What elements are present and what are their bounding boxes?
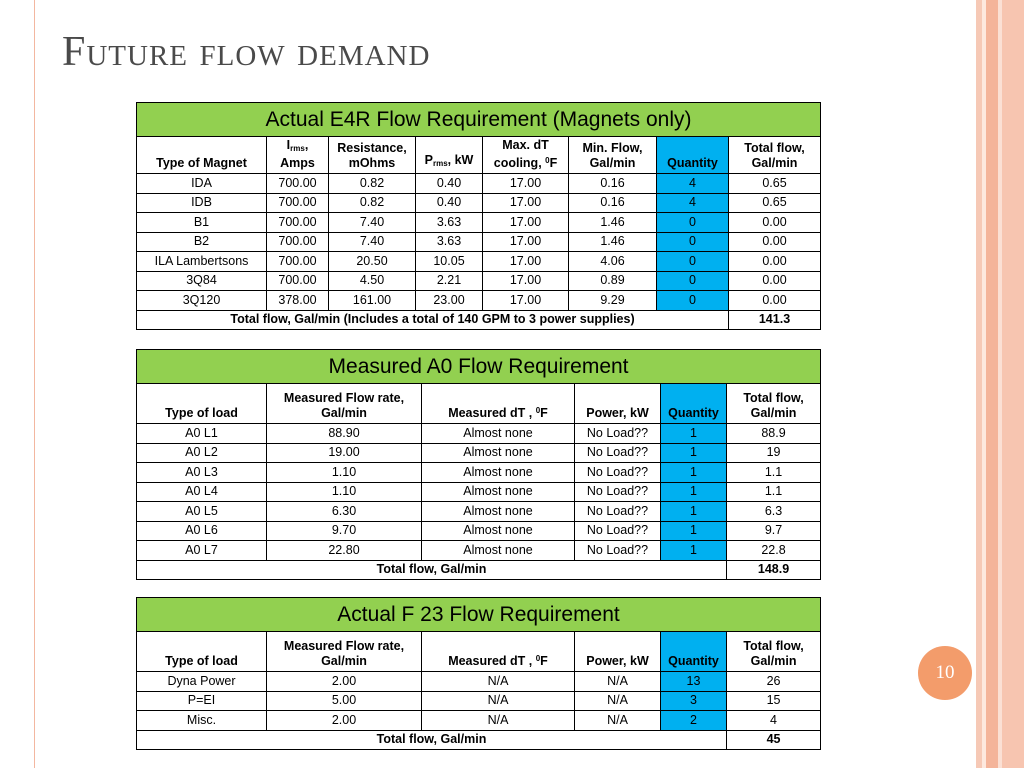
table-cell: A0 L4 [137, 482, 267, 502]
table-cell: No Load?? [575, 463, 661, 483]
table-cell: No Load?? [575, 521, 661, 541]
table-row [137, 232, 821, 252]
table-cell: 17.00 [483, 291, 569, 311]
table-cell: 10.05 [416, 252, 483, 272]
table-title: Actual E4R Flow Requirement (Magnets only) [137, 103, 821, 137]
col-header-quantity: Quantity [661, 632, 727, 672]
col-header-type: Type of load [137, 632, 267, 672]
table-header-row [137, 632, 821, 672]
table-cell: 9.70 [267, 521, 422, 541]
col-header-total-flow: Total flow, Gal/min [729, 137, 821, 174]
table-cell: 1.1 [727, 463, 821, 483]
total-label: Total flow, Gal/min [137, 730, 727, 750]
table-cell: 700.00 [267, 252, 329, 272]
col-header-measured-dt: Measured dT , $^0$F [422, 384, 575, 424]
quantity-cell: 1 [661, 424, 727, 444]
total-value: 148.9 [727, 560, 821, 580]
table-cell: Almost none [422, 463, 575, 483]
table-cell: 20.50 [329, 252, 416, 272]
table-row [137, 672, 821, 692]
quantity-cell: 0 [657, 252, 729, 272]
col-header-resistance: Resistance, mOhms [329, 137, 416, 174]
table-cell: 3.63 [416, 232, 483, 252]
table-row [137, 193, 821, 213]
total-value: 141.3 [729, 310, 821, 330]
table-title: Actual F 23 Flow Requirement [137, 598, 821, 632]
table-cell: 15 [727, 691, 821, 711]
table-row [137, 691, 821, 711]
table-cell: 26 [727, 672, 821, 692]
table-cell: 0.82 [329, 193, 416, 213]
table-cell: P=EI [137, 691, 267, 711]
table-cell: 0.40 [416, 174, 483, 194]
table-cell: N/A [575, 691, 661, 711]
col-header-total-flow: Total flow, Gal/min [727, 632, 821, 672]
table-cell: 700.00 [267, 213, 329, 233]
quantity-cell: 1 [661, 541, 727, 561]
table-cell: 3.63 [416, 213, 483, 233]
table-cell: No Load?? [575, 443, 661, 463]
decorative-edge-stripes [976, 0, 1024, 768]
table-cell: 0.40 [416, 193, 483, 213]
quantity-cell: 0 [657, 291, 729, 311]
table-cell: 1.46 [569, 213, 657, 233]
table-cell: 0.65 [729, 174, 821, 194]
col-header-quantity: Quantity [657, 137, 729, 174]
table-cell: A0 L5 [137, 502, 267, 522]
table-cell: 1.46 [569, 232, 657, 252]
table-cell: 0.00 [729, 213, 821, 233]
table-row [137, 482, 821, 502]
table-cell: B2 [137, 232, 267, 252]
table-cell: 17.00 [483, 193, 569, 213]
col-header-total-flow: Total flow, Gal/min [727, 384, 821, 424]
table-cell: Almost none [422, 521, 575, 541]
table-cell: 1.1 [727, 482, 821, 502]
col-header-flow-rate: Measured Flow rate, Gal/min [267, 384, 422, 424]
table-cell: Almost none [422, 482, 575, 502]
table-cell: 19 [727, 443, 821, 463]
table-title: Measured A0 Flow Requirement [137, 350, 821, 384]
col-header-quantity: Quantity [661, 384, 727, 424]
table-cell: N/A [575, 711, 661, 731]
quantity-cell: 1 [661, 521, 727, 541]
col-header-type: Type of load [137, 384, 267, 424]
table-cell: 9.7 [727, 521, 821, 541]
table-cell: 0.82 [329, 174, 416, 194]
table-cell: A0 L1 [137, 424, 267, 444]
table-cell: 0.00 [729, 271, 821, 291]
quantity-cell: 0 [657, 271, 729, 291]
table-cell: 3Q84 [137, 271, 267, 291]
table-body [137, 672, 821, 731]
table-cell: 0.00 [729, 232, 821, 252]
table-row [137, 443, 821, 463]
quantity-cell: 1 [661, 443, 727, 463]
table-cell: 0.16 [569, 174, 657, 194]
table-cell: No Load?? [575, 502, 661, 522]
quantity-cell: 1 [661, 463, 727, 483]
table-row [137, 502, 821, 522]
table-cell: Almost none [422, 541, 575, 561]
table-row [137, 174, 821, 194]
table-cell: IDA [137, 174, 267, 194]
table-cell: 9.29 [569, 291, 657, 311]
quantity-cell: 4 [657, 193, 729, 213]
table-cell: A0 L7 [137, 541, 267, 561]
table-header-row [137, 137, 821, 174]
total-label: Total flow, Gal/min [137, 560, 727, 580]
table-cell: 700.00 [267, 232, 329, 252]
table-row [137, 463, 821, 483]
table-body [137, 424, 821, 561]
quantity-cell: 2 [661, 711, 727, 731]
table-cell: 19.00 [267, 443, 422, 463]
table-cell: A0 L2 [137, 443, 267, 463]
quantity-cell: 13 [661, 672, 727, 692]
col-header-measured-dt: Measured dT , $^0$F [422, 632, 575, 672]
table-cell: 700.00 [267, 174, 329, 194]
table-cell: 17.00 [483, 213, 569, 233]
table-body [137, 174, 821, 311]
quantity-cell: 0 [657, 213, 729, 233]
table-cell: Misc. [137, 711, 267, 731]
table-cell: 0.00 [729, 252, 821, 272]
table-cell: 378.00 [267, 291, 329, 311]
table-total-row [137, 730, 821, 750]
table-cell: 2.00 [267, 672, 422, 692]
table-cell: 17.00 [483, 174, 569, 194]
table-cell: 1.10 [267, 482, 422, 502]
col-header-max-dt: Max. dT cooling, $^0$F [483, 137, 569, 174]
table-row [137, 213, 821, 233]
a0-flow-table [136, 349, 821, 580]
table-cell: Almost none [422, 424, 575, 444]
quantity-cell: 4 [657, 174, 729, 194]
col-header-power: Power, kW [575, 384, 661, 424]
table-cell: No Load?? [575, 424, 661, 444]
table-row [137, 271, 821, 291]
table-cell: 1.10 [267, 463, 422, 483]
table-cell: 23.00 [416, 291, 483, 311]
col-header-power: Power, kW [575, 632, 661, 672]
table-cell: 17.00 [483, 252, 569, 272]
table-cell: 5.00 [267, 691, 422, 711]
table-cell: A0 L3 [137, 463, 267, 483]
table-cell: No Load?? [575, 482, 661, 502]
table-cell: N/A [422, 672, 575, 692]
table-cell: N/A [422, 691, 575, 711]
slide-title: Future flow demand [62, 29, 431, 75]
table-cell: 0.00 [729, 291, 821, 311]
table-cell: 700.00 [267, 271, 329, 291]
table-cell: ILA Lambertsons [137, 252, 267, 272]
table-cell: 0.89 [569, 271, 657, 291]
table-cell: 6.3 [727, 502, 821, 522]
table-row [137, 711, 821, 731]
table-cell: 88.90 [267, 424, 422, 444]
quantity-cell: 3 [661, 691, 727, 711]
table-row [137, 424, 821, 444]
table-cell: 700.00 [267, 193, 329, 213]
table-total-row [137, 310, 821, 330]
table-cell: 161.00 [329, 291, 416, 311]
table-cell: 4.06 [569, 252, 657, 272]
table-cell: 4 [727, 711, 821, 731]
table-row [137, 291, 821, 311]
quantity-cell: 1 [661, 482, 727, 502]
table-cell: A0 L6 [137, 521, 267, 541]
col-header-min-flow: Min. Flow, Gal/min [569, 137, 657, 174]
table-cell: 0.65 [729, 193, 821, 213]
f23-flow-table [136, 597, 821, 750]
table-cell: 2.21 [416, 271, 483, 291]
table-cell: 0.16 [569, 193, 657, 213]
table-row [137, 541, 821, 561]
table-cell: 4.50 [329, 271, 416, 291]
table-cell: Almost none [422, 443, 575, 463]
table-cell: N/A [422, 711, 575, 731]
e4r-flow-table [136, 102, 821, 330]
table-cell: Dyna Power [137, 672, 267, 692]
table-header-row [137, 384, 821, 424]
table-cell: 22.8 [727, 541, 821, 561]
col-header-type: Type of Magnet [137, 137, 267, 174]
table-cell: IDB [137, 193, 267, 213]
table-cell: Almost none [422, 502, 575, 522]
table-cell: N/A [575, 672, 661, 692]
table-cell: 17.00 [483, 271, 569, 291]
decorative-left-line [34, 0, 35, 768]
table-cell: B1 [137, 213, 267, 233]
total-value: 45 [727, 730, 821, 750]
col-header-prms: $P_{rms}$, kW [416, 137, 483, 174]
table-cell: 2.00 [267, 711, 422, 731]
table-row [137, 252, 821, 272]
total-label: Total flow, Gal/min (Includes a total of 140 GPM to 3 power supplies) [137, 310, 729, 330]
table-cell: 88.9 [727, 424, 821, 444]
table-row [137, 521, 821, 541]
table-cell: 7.40 [329, 232, 416, 252]
table-cell: 22.80 [267, 541, 422, 561]
table-cell: 3Q120 [137, 291, 267, 311]
col-header-irms: $I_{rms}$, Amps [267, 137, 329, 174]
quantity-cell: 1 [661, 502, 727, 522]
quantity-cell: 0 [657, 232, 729, 252]
table-total-row [137, 560, 821, 580]
table-cell: 7.40 [329, 213, 416, 233]
col-header-flow-rate: Measured Flow rate, Gal/min [267, 632, 422, 672]
table-cell: No Load?? [575, 541, 661, 561]
table-cell: 6.30 [267, 502, 422, 522]
table-cell: 17.00 [483, 232, 569, 252]
page-number-badge: 10 [918, 646, 972, 700]
